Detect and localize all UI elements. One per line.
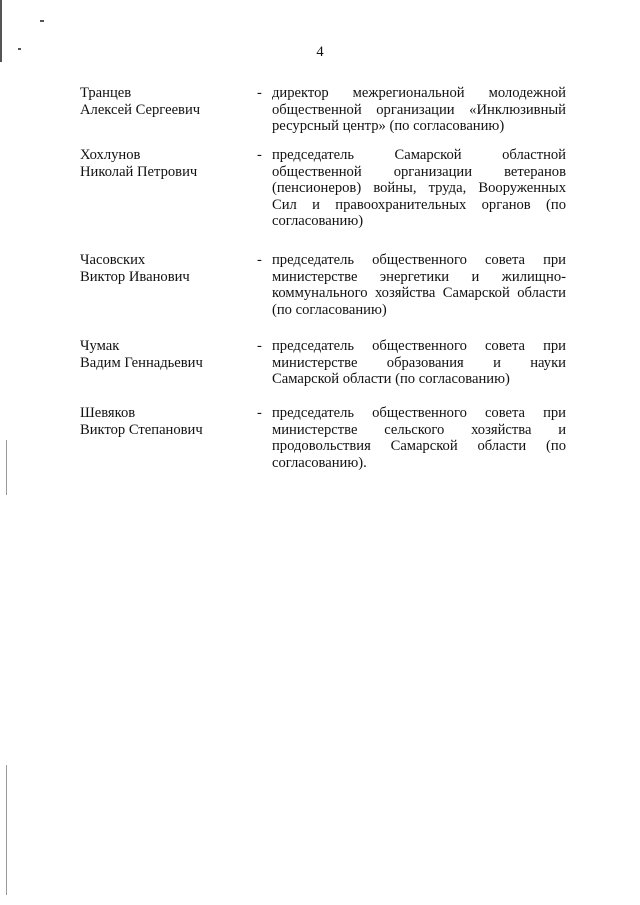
position-line: председатель общественного совета при bbox=[272, 252, 566, 268]
member-position bbox=[272, 85, 566, 135]
position-line: коммунального хозяйства Самарской области bbox=[272, 285, 566, 301]
position-line: министерстве энергетики и жилищно- bbox=[272, 268, 566, 285]
position-line: общественной организации ветеранов bbox=[272, 163, 566, 180]
member-given-names: Алексей Сергеевич bbox=[80, 101, 201, 118]
scan-mark bbox=[40, 20, 44, 22]
dash-separator: - bbox=[257, 405, 262, 421]
member-name bbox=[80, 338, 203, 371]
scan-mark bbox=[6, 440, 7, 495]
position-line: председатель общественного совета при bbox=[272, 405, 566, 421]
position-line: (по согласованию) bbox=[272, 301, 387, 318]
scan-mark bbox=[6, 765, 7, 895]
dash-separator: - bbox=[257, 85, 262, 101]
dash-separator: - bbox=[257, 338, 262, 354]
member-position bbox=[272, 338, 566, 388]
member-surname: Шевяков bbox=[80, 405, 136, 421]
position-line: министерстве образования и науки bbox=[272, 354, 566, 371]
dash-separator: - bbox=[257, 252, 262, 268]
position-line: согласованию). bbox=[272, 454, 367, 471]
member-given-names: Виктор Иванович bbox=[80, 268, 190, 285]
position-line: общественной организации «Инклюзивный bbox=[272, 101, 566, 118]
member-name bbox=[80, 147, 197, 180]
member-name bbox=[80, 85, 200, 118]
member-given-names: Вадим Геннадьевич bbox=[80, 354, 203, 371]
position-line: председатель общественного совета при bbox=[272, 338, 566, 354]
member-surname: Чумак bbox=[80, 338, 120, 354]
position-line: продовольствия Самарской области (по bbox=[272, 438, 566, 454]
position-line: согласованию) bbox=[272, 213, 364, 229]
position-line: директор межрегиональной молодежной bbox=[272, 85, 566, 101]
position-line: министерстве сельского хозяйства и bbox=[272, 421, 566, 438]
member-surname: Хохлунов bbox=[80, 147, 141, 163]
member-surname: Транцев bbox=[80, 85, 132, 101]
member-given-names: Николай Петрович bbox=[80, 163, 198, 180]
member-name bbox=[80, 252, 190, 285]
position-line: (пенсионеров) войны, труда, Вооруженных bbox=[272, 180, 566, 196]
member-name bbox=[80, 405, 203, 438]
page-number: 4 bbox=[316, 44, 324, 60]
member-position bbox=[272, 147, 566, 230]
position-line: Самарской области (по согласованию) bbox=[272, 371, 510, 387]
member-position bbox=[272, 252, 566, 318]
position-line: Сил и правоохранительных органов (по bbox=[272, 196, 566, 213]
dash-separator: - bbox=[257, 147, 262, 163]
position-line: председатель Самарской областной bbox=[272, 147, 566, 163]
member-position bbox=[272, 405, 566, 471]
position-line: ресурсный центр» (по согласованию) bbox=[272, 118, 505, 134]
member-given-names: Виктор Степанович bbox=[80, 421, 203, 438]
member-surname: Часовских bbox=[80, 252, 146, 268]
